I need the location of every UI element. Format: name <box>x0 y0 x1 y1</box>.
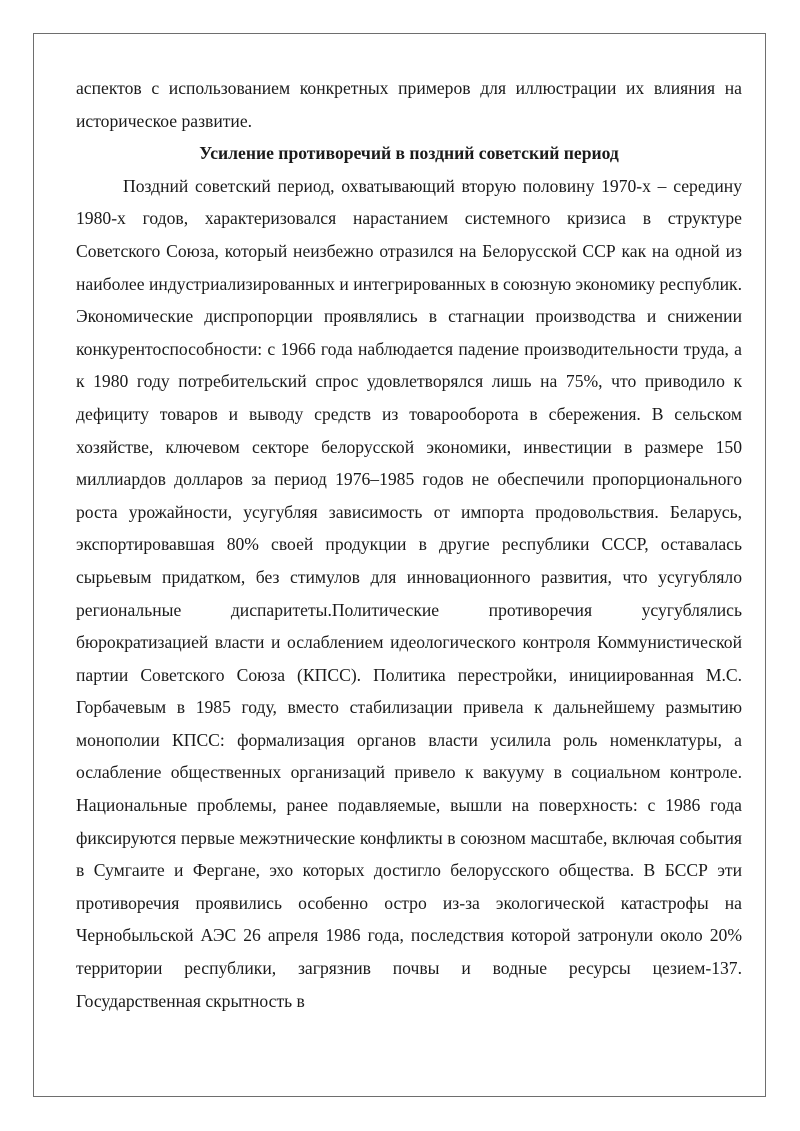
section-heading: Усиление противоречий в поздний советский период <box>199 143 619 164</box>
paragraph-main: Поздний советский период, охватывающий вторую половину 1970-х – середину 1980-х годов, характеризовался нарастанием системного кризиса в структуре Советского Союза, который неизбежно отразился на Белорусской ССР как на одной из наиболее индустриализированных и интегрированных в союзную экономику республик. Экономические диспропорции проявлялись в стагнации производства и снижении конкурентоспособности: с 1966 года наблюдается падение производительности труда, а к 1980 году потребительский спрос удовлетворялся лишь на 75%, что приводило к дефициту товаров и выводу средств из товарооборота в сбережения. В сельском хозяйстве, ключевом секторе белорусской экономики, инвестиции в размере 150 миллиардов долларов за период 1976–1985 годов не обеспечили пропорционального роста урожайности, усугубляя зависимость от импорта продовольствия. Беларусь, экспортировавшая 80% своей продукции в другие республики СССР, оставалась сырьевым придатком, без стимулов для инновационного развития, что усугубляло региональные диспаритеты.Политические противоречия усугублялись бюрократизацией власти и ослаблением идеологического контроля Коммунистической партии Советского Союза (КПСС). Политика перестройки, инициированная М.С. Горбачевым в 1985 году, вместо стабилизации привела к дальнейшему размытию монополии КПСС: формализация органов власти усилила роль номенклатуры, а ослабление общественных организаций привело к вакууму в социальном контроле. Национальные проблемы, ранее подавляемые, вышли на поверхность: с 1986 года фиксируются первые межэтнические конфликты в союзном масштабе, включая события в Сумгаите и Фергане, эхо которых достигло белорусского общества. В БССР эти противоречия проявились особенно остро из-за экологической катастрофы на Чернобыльской АЭС 26 апреля 1986 года, последствия которой затронули около 20% территории республики, загрязнив почвы и водные ресурсы цезием-137. Государственная скрытность в <box>76 175 742 1011</box>
document-body <box>76 72 742 1017</box>
paragraph-continuation: аспектов с использованием конкретных примеров для иллюстрации их влияния на историческое развитие. <box>76 78 742 131</box>
